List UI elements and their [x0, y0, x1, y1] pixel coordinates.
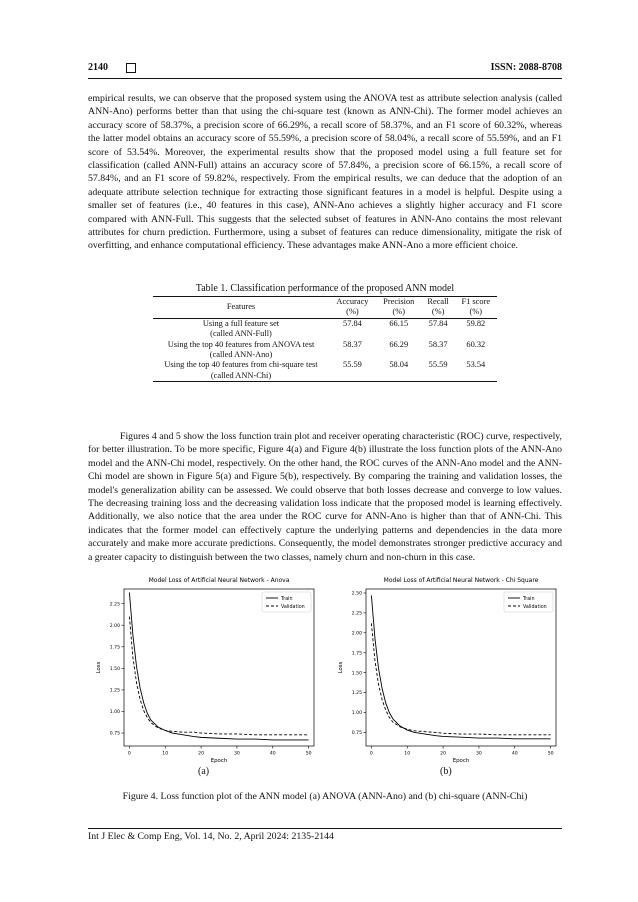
x-tick-label: 0 — [369, 751, 373, 757]
y-axis-label: Loss — [96, 661, 102, 674]
header-precision — [376, 297, 422, 319]
table-cell-f1: 60.32 — [466, 339, 486, 349]
y-tick-label: 2.25 — [109, 602, 120, 608]
plot-frame — [124, 589, 314, 746]
feature-text: Using a full feature set — [202, 318, 280, 328]
loss-chart-anova — [86, 574, 322, 764]
x-axis-label: Epoch — [452, 758, 470, 764]
y-tick-label: 1.75 — [109, 645, 120, 651]
y-tick-label: 2.50 — [351, 591, 362, 597]
plot-frame — [366, 589, 556, 746]
x-tick-label: 50 — [547, 751, 554, 757]
header-features — [153, 297, 329, 319]
legend-label: Train — [281, 596, 293, 602]
x-tick-label: 50 — [305, 751, 312, 757]
footer-citation: Int J Elec & Comp Eng, Vol. 14, No. 2, April 2024: 2135-2144 — [88, 831, 334, 842]
table-cell-feature — [153, 360, 329, 381]
table-cell-recall: 55.59 — [422, 360, 455, 381]
header-recall-label: Recall — [427, 297, 449, 306]
y-tick-label: 0.75 — [351, 731, 362, 737]
header-features-label: Features — [226, 302, 256, 312]
header-f1 — [455, 297, 497, 319]
legend-label: Validation — [281, 604, 305, 610]
table-cell-recall: 58.37 — [428, 339, 448, 349]
page-number: 2140 — [88, 62, 108, 73]
y-tick-label: 1.00 — [109, 710, 120, 716]
header-recall-unit: (%) — [431, 307, 445, 317]
feature-alias: (called ANN-Chi) — [210, 370, 272, 380]
table-header-row — [153, 297, 497, 319]
chart-title: Model Loss of Artificial Neural Network - Anova — [148, 577, 290, 584]
x-tick-label: 40 — [511, 751, 518, 757]
y-tick-label: 1.50 — [351, 671, 362, 677]
x-tick-label: 10 — [162, 751, 169, 757]
square-icon — [126, 63, 136, 73]
page-header — [88, 62, 562, 78]
y-axis-label: Loss — [338, 661, 344, 674]
issn: ISSN: 2088-8708 — [490, 62, 562, 73]
header-accuracy-unit: (%) — [346, 307, 359, 317]
y-tick-label: 1.75 — [351, 651, 362, 657]
table-row — [153, 340, 497, 361]
table-cell-precision: 66.29 — [389, 339, 409, 349]
loss-chart-chi-square — [328, 574, 564, 764]
footer-rule — [88, 828, 562, 829]
header-rule — [88, 78, 562, 79]
header-precision-label: Precision — [383, 297, 415, 306]
y-tick-label: 2.00 — [351, 631, 362, 637]
y-tick-label: 1.50 — [109, 666, 120, 672]
table-cell-recall: 57.84 — [428, 318, 448, 328]
feature-alias: (called ANN-Ano) — [209, 350, 273, 360]
feature-alias: (called ANN-Full) — [210, 329, 272, 339]
x-tick-label: 10 — [404, 751, 411, 757]
table-cell-precision: 58.04 — [376, 360, 422, 381]
legend-label: Validation — [523, 604, 547, 610]
table-cell-f1: 59.82 — [466, 318, 486, 328]
x-tick-label: 20 — [440, 751, 447, 757]
header-precision-unit: (%) — [392, 307, 406, 317]
table-row — [153, 318, 497, 339]
table-cell-accuracy: 55.59 — [329, 360, 376, 381]
y-tick-label: 1.00 — [351, 711, 362, 717]
y-tick-label: 2.00 — [109, 623, 120, 629]
series-line-validation — [371, 623, 550, 735]
y-tick-label: 1.25 — [351, 691, 362, 697]
header-f1-unit: (%) — [469, 307, 483, 317]
x-tick-label: 20 — [198, 751, 205, 757]
figure-sublabel-a: (a) — [198, 766, 210, 777]
series-line-train — [371, 595, 550, 738]
feature-text: Using the top 40 features from ANOVA test — [167, 339, 315, 349]
table-cell-f1: 53.54 — [455, 360, 497, 381]
header-accuracy — [329, 297, 376, 319]
table-cell-accuracy: 58.37 — [343, 339, 362, 349]
y-tick-label: 1.25 — [109, 688, 120, 694]
y-tick-label: 0.75 — [109, 731, 120, 737]
table-cell-precision: 66.15 — [389, 318, 409, 328]
header-accuracy-label: Accuracy — [336, 297, 369, 306]
header-recall — [422, 297, 455, 319]
header-f1-label: F1 score — [461, 297, 491, 306]
figure-sublabel-b: (b) — [440, 766, 452, 777]
table-cell-feature — [153, 318, 329, 339]
table-row — [153, 360, 497, 381]
legend-label: Train — [523, 596, 535, 602]
table-cell-feature — [153, 340, 329, 361]
body-paragraph-2: Figures 4 and 5 show the loss function train plot and receiver operating characteristic (ROC) curve, respectively, for better illustration. To be more specific, Figure 4(a) and Figure 4(b) illustrate the loss function plots of the ANN-Ano model and the ANN-Chi model, respectively. On the other hand, the ROC curves of the ANN-Ano model and the ANN-Chi model are shown in Figure 5(a) and Figure 5(b), respectively. By comparing the training and validation losses, the model's generalization ability can be assessed. We could observe that both losses decrease and converge to low values. The decreasing training loss and the decreasing validation loss indicate that the proposed model is learning effectively. Additionally, we also notice that the area under the ROC curve for ANN-Ano is higher than that of ANN-Chi. This indicates that the former model can effectively capture the underlying patterns and dependencies in the data more accurately and make more accurate predictions. Consequently, the model demonstrates stronger predictive accuracy and a greater capacity to distinguish between the two classes, namely churn and non-churn in this case. — [88, 431, 562, 563]
y-tick-label: 2.25 — [351, 611, 362, 617]
chart-title: Model Loss of Artificial Neural Network - Chi Square — [383, 577, 539, 584]
x-tick-label: 40 — [269, 751, 276, 757]
x-tick-label: 30 — [233, 751, 240, 757]
x-tick-label: 30 — [475, 751, 482, 757]
x-tick-label: 0 — [127, 751, 131, 757]
x-axis-label: Epoch — [210, 758, 228, 764]
body-paragraph-1: empirical results, we can observe that the proposed system using the ANOVA test as attribute selection analysis (called ANN-Ano) performs better than that using the chi-square test (known as ANN-Chi). The former model achieves an accuracy score of 58.37%, a precision score of 66.29%, a recall score of 58.37%, and an F1 score of 60.32%, whereas the latter model obtains an accuracy score of 55.59%, a precision score of 58.04%, a recall score of 55.59%, and an F1 score of 53.54%. Moreover, the experimental results show that the proposed model using a full feature set for classification (called ANN-Full) attains an accuracy score of 57.84%, a precision score of 66.15%, a recall score of 57.84%, and an F1 score of 59.82%, respectively. From the empirical results, we can deduce that the adoption of an adequate attribute selection technique for extracting those significant features in a model is helpful. Despite using a smaller set of features (i.e., 40 features in this case), ANN-Ano achieves a slightly higher accuracy and F1 score compared with ANN-Full. This suggests that the selected subset of features in ANN-Ano contains the most relevant attributes for churn prediction. Furthermore, using a subset of features can reduce dimensionality, mitigate the risk of overfitting, and enhance computational efficiency. These advantages make ANN-Ano a more efficient choice. — [88, 93, 562, 252]
figure-caption: Figure 4. Loss function plot of the ANN model (a) ANOVA (ANN-Ano) and (b) chi-square (ANN-Chi) — [122, 791, 528, 802]
series-line-train — [129, 592, 308, 740]
table-cell-accuracy: 57.84 — [343, 318, 362, 328]
table-caption: Table 1. Classification performance of the proposed ANN model — [195, 283, 455, 294]
series-line-validation — [129, 617, 308, 735]
feature-text: Using the top 40 features from chi-square test — [164, 360, 318, 370]
performance-table — [153, 296, 497, 382]
